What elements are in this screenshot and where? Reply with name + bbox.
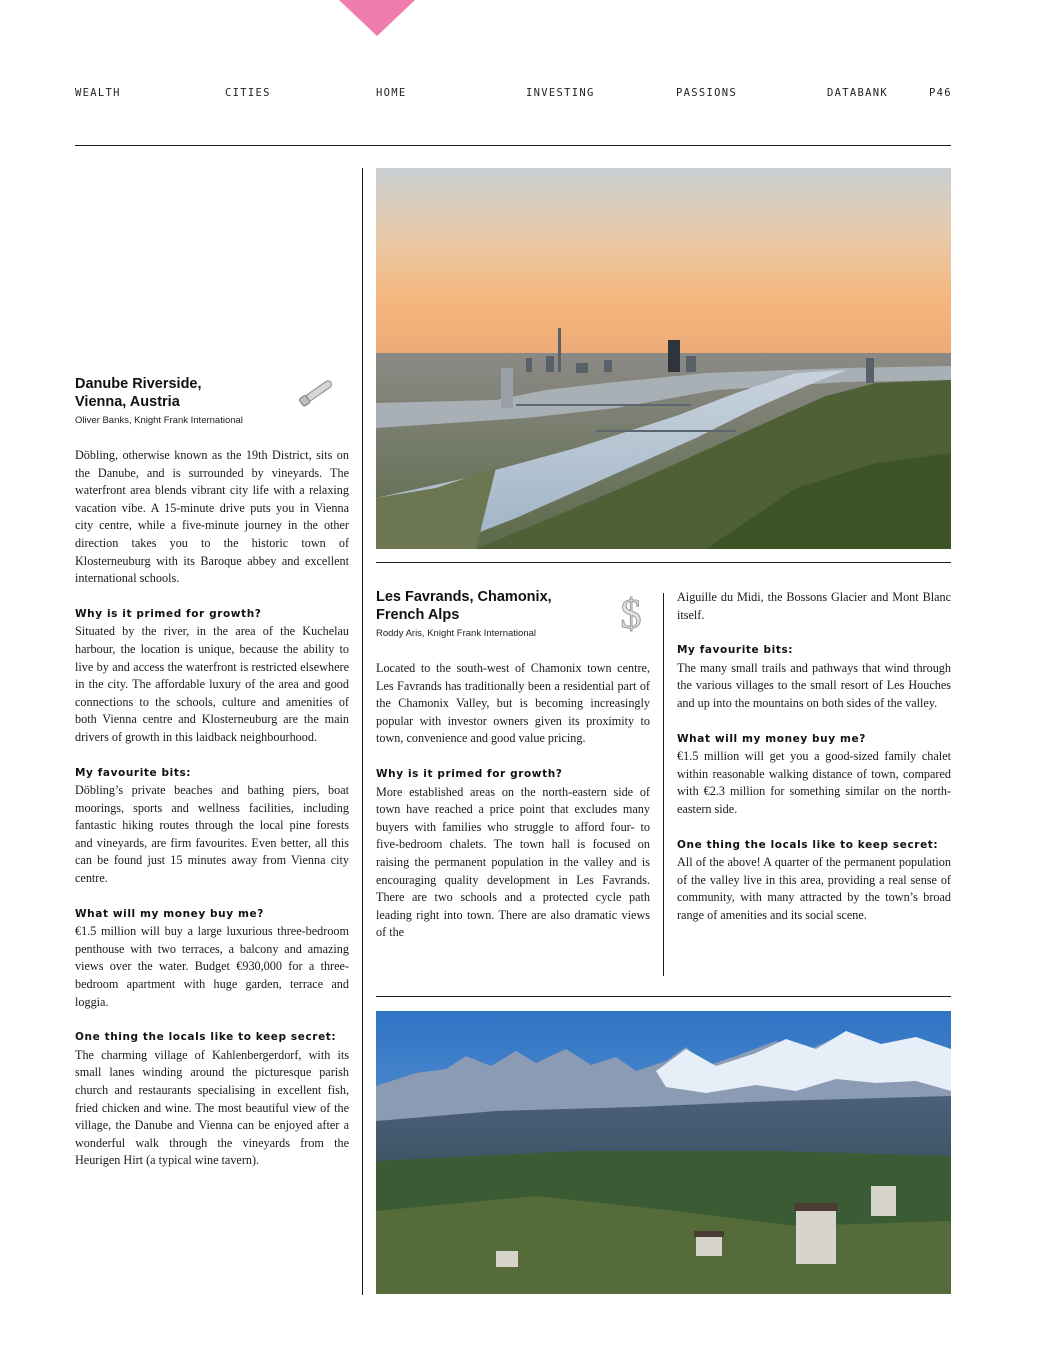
- nav-passions[interactable]: PASSIONS: [676, 87, 737, 99]
- svg-text:$: $: [620, 592, 642, 636]
- danube-intro: Döbling, otherwise known as the 19th District, sits on the Danube, and is surrounded by vineyards. The waterfront area blends vibrant city life with a relaxing vacation vibe. A 15-minute drive puts you in Vienna city centre, while a five-minute journey in the other direction takes you to the historic town of Klosterneuburg with its Baroque abbey and excellent international schools.: [75, 448, 349, 586]
- favrands-a-favourite: The many small trails and pathways that wind through the various villages to the small resort of Les Houches and up into the mountains on both sides of the valley.: [677, 660, 951, 710]
- nav-databank[interactable]: DATABANK: [827, 87, 888, 99]
- favrands-q-growth: Why is it primed for growth?: [376, 767, 563, 780]
- favrands-a-growth-cont: Aiguille du Midi, the Bossons Glacier and Mont Blanc itself.: [677, 590, 951, 622]
- favrands-q-money: What will my money buy me?: [677, 732, 866, 745]
- inner-column-divider: [663, 593, 664, 976]
- pin-icon: [294, 372, 342, 412]
- header-divider: [75, 145, 951, 146]
- nav-investing[interactable]: INVESTING: [526, 87, 595, 99]
- danube-title-line2: Vienna, Austria: [75, 394, 180, 410]
- favrands-q-favourite: My favourite bits:: [677, 644, 794, 657]
- favrands-body-col2: [677, 589, 951, 925]
- section-nav: [0, 87, 1039, 101]
- danube-a-growth: Situated by the river, in the area of the Kuchelau harbour, the location is unique, because the ability to live by and access the waterfront is restricted elsewhere in the city. The affordable luxury of the area and good connections to the schools, culture and amenities of both Vienna centre and Klosterneuburg are the main drivers of growth in this laidback neighbourhood.: [75, 624, 349, 744]
- danube-a-secret: The charming village of Kahlenbergerdorf, with its small lanes winding around the picturesque parish church and restaurants specialising in excellent fish, fried chicken and wine. The most beautiful view of the village, the Danube and Vienna can be enjoyed after a wonderful walk through the vineyards from the Heurigen Hirt (a typical wine tavern).: [75, 1047, 349, 1168]
- favrands-title-line2: French Alps: [376, 607, 460, 623]
- danube-q-favourite: My favourite bits:: [75, 766, 192, 779]
- danube-a-money: €1.5 million will buy a large luxurious three-bedroom penthouse with two terraces, a balcony and amazing views over the water. Budget €930,000 for a three-bedroom apartment with huge garden, terrace and loggia.: [75, 924, 349, 1009]
- favrands-title-line1: Les Favrands, Chamonix,: [376, 589, 552, 605]
- pink-triangle-marker: [339, 0, 415, 36]
- column-divider: [362, 168, 363, 1295]
- chamonix-photo: [376, 1011, 951, 1294]
- page-number: P46: [929, 87, 952, 99]
- vienna-danube-photo: [376, 168, 951, 549]
- favrands-intro: Located to the south-west of Chamonix town centre, Les Favrands has traditionally been a residential part of the Chamonix Valley, but is becoming increasingly popular with investor owners given its proximity to town, convenience and good value pricing.: [376, 661, 650, 746]
- danube-header: [75, 375, 295, 427]
- photo-divider-bottom: [376, 996, 951, 997]
- favrands-byline: Roddy Aris, Knight Frank International: [376, 628, 537, 639]
- danube-a-favourite: Döbling’s private beaches and bathing piers, boat moorings, sports and wellness facilities, including fantastic hiking routes through the local pine forests and vineyards, are firm favourites. Even better, all this can be found just 15 minutes away from Vienna city centre.: [75, 783, 349, 886]
- favrands-body-col1: [376, 660, 650, 942]
- favrands-header: [376, 588, 616, 640]
- danube-q-money: What will my money buy me?: [75, 907, 264, 920]
- favrands-a-secret: All of the above! A quarter of the permanent population of the valley live in this area, providing a real sense of community, with many attracted by the town’s broad range of amenities and its social scene.: [677, 855, 951, 922]
- danube-title-line1: Danube Riverside,: [75, 376, 202, 392]
- favrands-a-money: €1.5 million will get you a good-sized family chalet within reasonable walking distance of town, compared with €2.3 million for something similar on the north-eastern side.: [677, 749, 951, 816]
- danube-q-secret: One thing the locals like to keep secret:: [75, 1031, 337, 1044]
- danube-body: [75, 447, 349, 1170]
- danube-q-growth: Why is it primed for growth?: [75, 607, 262, 620]
- favrands-a-growth: More established areas on the north-eastern side of town have reached a price point that excludes many buyers with families who struggle to afford four- to five-bedroom chalets. The town hall is focused on raising the permanent population in the valley and is encouraging quality development in Les Favrands. There are two schools and a protected cycle path leading right into town. There are also dramatic views of the: [376, 784, 650, 940]
- dollar-sign-icon: [616, 590, 646, 636]
- danube-byline: Oliver Banks, Knight Frank International: [75, 415, 243, 426]
- photo-divider-top: [376, 562, 951, 563]
- nav-cities[interactable]: CITIES: [225, 87, 271, 99]
- nav-home[interactable]: HOME: [376, 87, 407, 99]
- nav-wealth[interactable]: WEALTH: [75, 87, 121, 99]
- favrands-q-secret: One thing the locals like to keep secret:: [677, 838, 939, 851]
